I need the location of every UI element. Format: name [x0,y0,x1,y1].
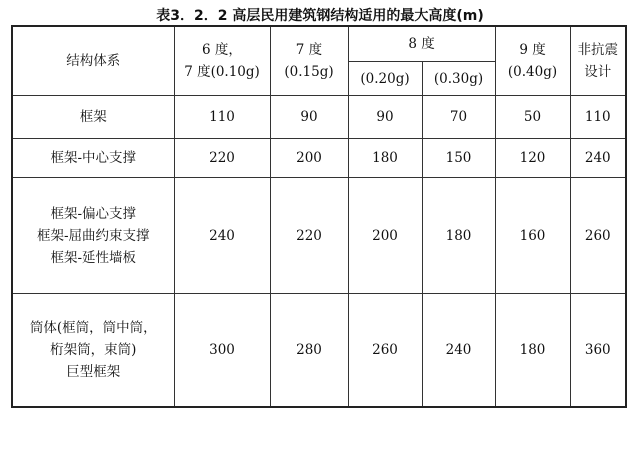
header-row-top [12,26,626,62]
header-8-degree-030g: (0.30g) [422,62,495,96]
table-row [12,96,626,139]
value-cell: 150 [422,139,495,178]
max-height-table [11,25,627,408]
value-cell: 240 [570,139,626,178]
system-line: 框架-屈曲约束支撑 [36,227,150,244]
system-line: 巨型框架 [66,364,121,380]
value-cell: 300 [174,294,270,408]
value-cell: 180 [348,139,422,178]
value-cell: 180 [495,294,570,408]
system-line: 框架-延性墙板 [50,249,137,266]
header-structural-system: 结构体系 [12,26,174,96]
header-6-7-degree-line1: 6 度， [202,42,242,58]
value-cell: 200 [270,139,348,178]
system-line: 框架 [79,109,107,125]
table-title: 表3．2．2 高层民用建筑钢结构适用的最大高度(m) [156,8,484,24]
header-9-degree-line2: (0.40g) [507,64,558,80]
value-cell: 90 [348,96,422,139]
value-cell: 160 [495,178,570,294]
value-cell: 50 [495,96,570,139]
structural-system-cell [12,139,174,178]
header-9-degree [495,26,570,96]
value-cell: 260 [570,178,626,294]
header-non-seismic-line2: 设计 [584,64,612,80]
table-row [12,178,626,294]
value-cell: 240 [422,294,495,408]
header-non-seismic [570,26,626,96]
value-cell: 200 [348,178,422,294]
header-6-7-degree [174,26,270,96]
value-cell: 90 [270,96,348,139]
table-row [12,139,626,178]
value-cell: 110 [174,96,270,139]
system-line: 桁架筒，束筒) [50,342,137,358]
header-7-degree-line2: (0.15g) [284,64,334,80]
header-8-degree-020g: (0.20g) [348,62,422,96]
header-9-degree-line1: 9 度 [519,42,546,58]
structural-system-cell [12,178,174,294]
header-7-degree [270,26,348,96]
header-8-degree-group: 8 度 [348,26,495,62]
system-line: 框架-中心支撑 [50,150,137,166]
value-cell: 110 [570,96,626,139]
table-row [12,294,626,408]
value-cell: 70 [422,96,495,139]
header-non-seismic-line1: 非抗震 [577,42,619,58]
value-cell: 220 [270,178,348,294]
structural-system-cell [12,96,174,139]
value-cell: 120 [495,139,570,178]
value-cell: 360 [570,294,626,408]
value-cell: 180 [422,178,495,294]
structural-system-cell [12,294,174,408]
header-7-degree-line1: 7 度 [295,42,323,58]
value-cell: 280 [270,294,348,408]
value-cell: 240 [174,178,270,294]
value-cell: 220 [174,139,270,178]
system-line: 框架-偏心支撑 [50,205,137,222]
value-cell: 260 [348,294,422,408]
header-6-7-degree-line2: 7 度(0.10g) [184,64,260,80]
system-line: 筒体(框筒，筒中筒， [29,320,157,336]
